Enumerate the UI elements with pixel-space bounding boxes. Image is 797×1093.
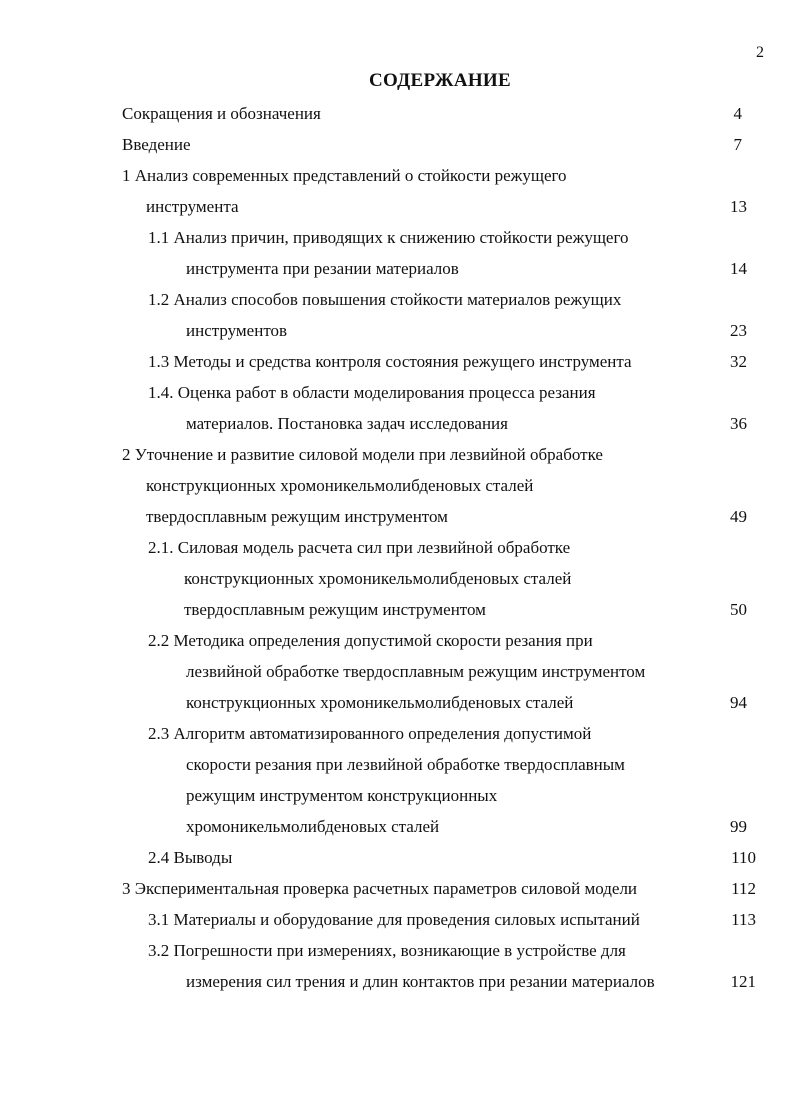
toc-page-number: 4: [733, 104, 742, 123]
toc-entry-text: 2.3 Алгоритм автоматизированного определения допустимой: [148, 724, 592, 743]
toc-entry-text: 1.1 Анализ причин, приводящих к снижению стойкости режущего: [148, 228, 629, 247]
toc-line: [0, 656, 797, 687]
toc-entry-text: 3 Экспериментальная проверка расчетных параметров силовой модели: [122, 879, 638, 898]
toc-entry-text: конструкционных хромоникельмолибденовых сталей: [146, 476, 534, 495]
toc-line: [0, 222, 797, 253]
toc-entry-text: конструкционных хромоникельмолибденовых сталей: [184, 569, 572, 588]
toc-entry-text: инструментов: [186, 321, 288, 340]
toc-entry-text: 1 Анализ современных представлений о стойкости режущего: [122, 166, 567, 185]
toc-page-number: 121: [730, 972, 756, 991]
toc-line: [0, 687, 797, 718]
toc-entry-text: 2.4 Выводы: [148, 848, 233, 867]
toc-entry-text: 2.1. Силовая модель расчета сил при лезвийной обработке: [148, 538, 571, 557]
toc-page-number: 49: [730, 507, 747, 526]
toc-entry-text: Сокращения и обозначения: [122, 104, 321, 123]
toc-page-number: 99: [730, 817, 747, 836]
toc-entry-text: 1.3 Методы и средства контроля состояния режущего инструмента: [148, 352, 632, 371]
toc-entry-text: конструкционных хромоникельмолибденовых сталей: [186, 693, 574, 712]
toc-entry-text: 3.1 Материалы и оборудование для проведения силовых испытаний: [148, 910, 640, 929]
toc-line: [0, 625, 797, 656]
toc-line: [0, 346, 797, 377]
toc-entry-text: материалов. Постановка задач исследования: [186, 414, 508, 433]
toc-page-number: 110: [731, 848, 756, 867]
toc-page-number: 23: [730, 321, 747, 340]
toc-entry-text: Введение: [122, 135, 191, 154]
toc-line: [0, 842, 797, 873]
toc-line: [0, 160, 797, 191]
toc-line: [0, 408, 797, 439]
toc-page-number: 94: [730, 693, 747, 712]
toc-line: [0, 966, 797, 997]
toc-line: [0, 377, 797, 408]
toc-line: [0, 191, 797, 222]
toc-line: [0, 594, 797, 625]
toc-line: [0, 563, 797, 594]
toc-entry-text: инструмента при резании материалов: [186, 259, 459, 278]
toc-line: [0, 315, 797, 346]
toc-line: [0, 780, 797, 811]
toc-line: [0, 811, 797, 842]
toc-page-number: 7: [733, 135, 742, 154]
toc-entry-text: 1.2 Анализ способов повышения стойкости материалов режущих: [148, 290, 622, 309]
toc-page-number: 13: [730, 197, 747, 216]
toc-line: [0, 129, 797, 160]
toc-entry-text: твердосплавным режущим инструментом: [184, 600, 486, 619]
toc-line: [0, 718, 797, 749]
toc-line: [0, 749, 797, 780]
page-number: 2: [756, 44, 764, 61]
toc-line: [0, 935, 797, 966]
toc-entry-text: 3.2 Погрешности при измерениях, возникающие в устройстве для: [148, 941, 626, 960]
toc-page-number: 50: [730, 600, 747, 619]
toc-line: [0, 873, 797, 904]
toc-entry-text: 2 Уточнение и развитие силовой модели при лезвийной обработке: [122, 445, 603, 464]
toc-line: [0, 904, 797, 935]
toc-entry-text: 2.2 Методика определения допустимой скорости резания при: [148, 631, 593, 650]
toc-page-number: 112: [731, 879, 756, 898]
toc-line: [0, 470, 797, 501]
toc-line: [0, 501, 797, 532]
toc-entry-text: режущим инструментом конструкционных: [186, 786, 498, 805]
page-title: СОДЕРЖАНИЕ: [369, 70, 511, 91]
toc-entry-text: лезвийной обработке твердосплавным режущим инструментом: [186, 662, 646, 681]
toc-line: [0, 98, 797, 129]
toc-entry-text: 1.4. Оценка работ в области моделирования процесса резания: [148, 383, 596, 402]
toc-page-number: 36: [730, 414, 747, 433]
toc-entry-text: хромоникельмолибденовых сталей: [186, 817, 440, 836]
toc-line: [0, 439, 797, 470]
toc-entry-text: измерения сил трения и длин контактов при резании материалов: [186, 972, 655, 991]
toc-line: [0, 532, 797, 563]
toc-page-number: 113: [731, 910, 756, 929]
toc-entry-text: твердосплавным режущим инструментом: [146, 507, 448, 526]
toc-line: [0, 253, 797, 284]
toc-page-number: 14: [730, 259, 747, 278]
table-of-contents: [0, 98, 797, 997]
toc-page-number: 32: [730, 352, 747, 371]
toc-entry-text: инструмента: [146, 197, 239, 216]
toc-line: [0, 284, 797, 315]
toc-entry-text: скорости резания при лезвийной обработке твердосплавным: [186, 755, 625, 774]
